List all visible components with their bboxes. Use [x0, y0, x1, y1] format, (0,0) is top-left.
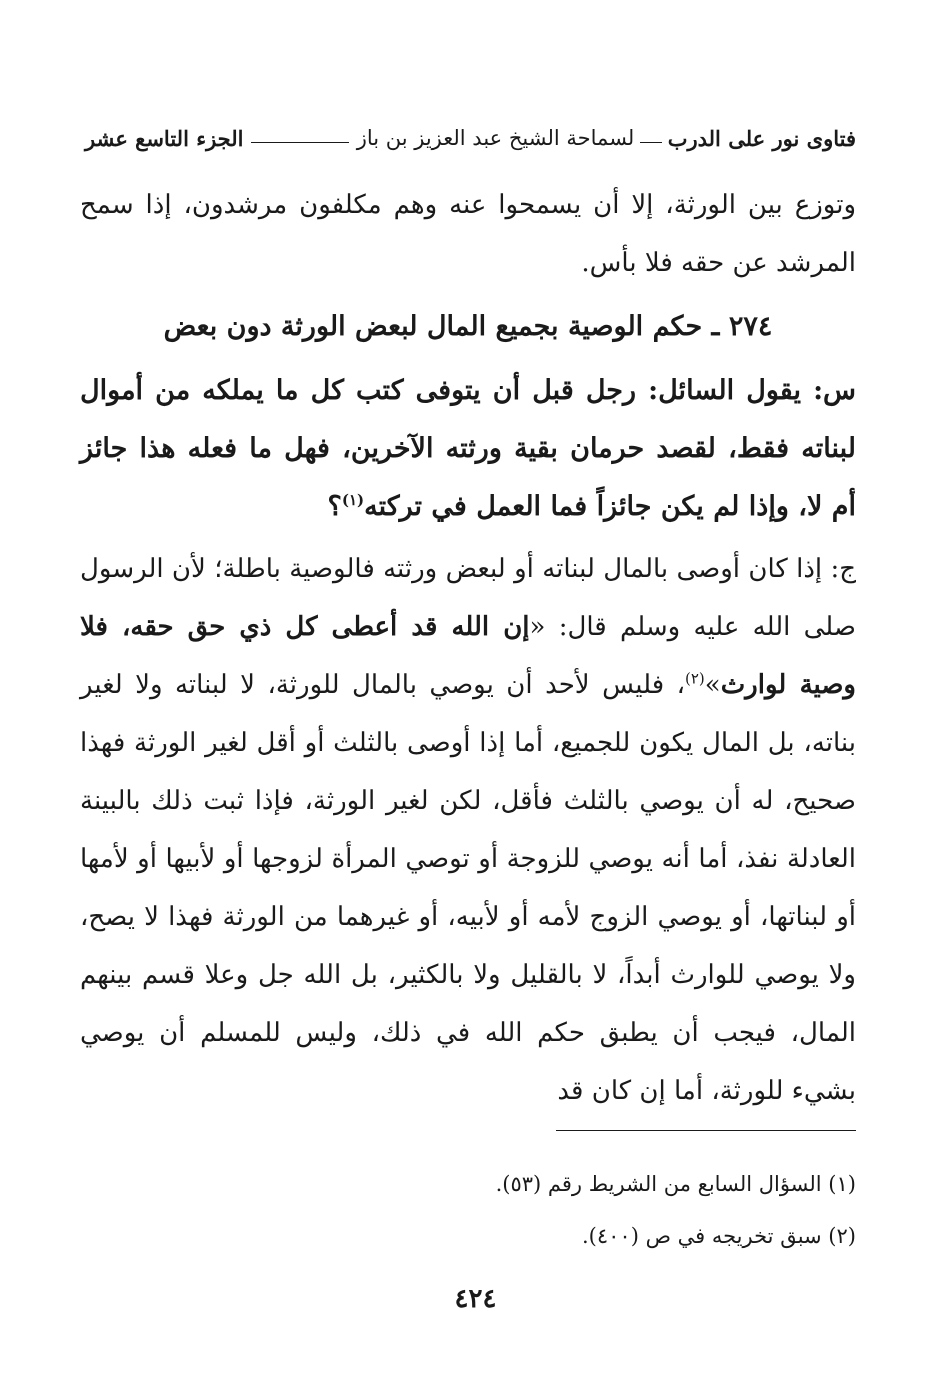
header-book-title: فتاوى نور على الدرب: [667, 125, 856, 151]
hadith-close-quote: »: [704, 670, 721, 700]
answer-part-1: ج: إذا كان أوصى بالمال لبناته أو لبعض ورثته فالوصية باطلة؛ لأن الرسول صلى الله عليه وسلم قال: «: [80, 554, 856, 642]
question-end-mark: ؟: [327, 491, 342, 522]
hadith-quote: إن الله قد أعطى كل ذي حق حقه، فلا وصية لوارث: [80, 612, 856, 700]
header-separator-long: [251, 142, 348, 143]
answer-part-2: ، فليس لأحد أن يوصي بالمال للورثة، لا لبناته ولا لغير بناته، بل المال يكون للجميع، أما إذا أوصى بالثلث أو أقل لغير الورثة فهذا صحيح، له أن يوصي بالثلث فأقل، لكن لغير الورثة، فإذا ثبت ذلك بالبينة العادلة نفذ، أما أنه يوصي للزوجة أو توصي المرأة لزوجها أو لأبيها أو لأمها أو لبناتها، أو يوصي الزوج لأمه أو لأبيه، أو غيرهما من الورثة فهذا لا يصح، ولا يوصي للوارث أبداً، لا بالقليل ولا بالكثير، بل الله جل وعلا قسم بينهم المال، فيجب أن يطبق حكم الله في ذلك، وليس للمسلم أن يوصي بشيء للورثة، أما إن كان قد: [80, 670, 856, 1106]
footnotes: [80, 1158, 856, 1262]
running-header: [85, 118, 856, 158]
answer-paragraph: [80, 540, 856, 1120]
footnote-1: (١) السؤال السابع من الشريط رقم (٥٣).: [495, 1172, 856, 1196]
footnote-ref-2: (٢): [685, 669, 705, 688]
footnote-separator: [556, 1130, 856, 1131]
header-separator-short: [640, 142, 661, 143]
intro-paragraph: وتوزع بين الورثة، إلا أن يسمحوا عنه وهم مكلفون مرشدون، إذا سمح المرشد عن حقه فلا بأس.: [80, 190, 856, 278]
footnote-2: (٢) سبق تخريجه في ص (٤٠٠).: [582, 1224, 856, 1248]
question-text: س: يقول السائل: رجل قبل أن يتوفى كتب كل ما يملكه من أموال لبناته فقط، لقصد حرمان بقية ورثته الآخرين، فهل ما فعله هذا جائز أم لا، وإذا لم يكن جائزاً فما العمل في تركته: [80, 375, 856, 522]
page-number: ٤٢٤: [454, 1284, 497, 1314]
section-title: ٢٧٤ ـ حكم الوصية بجميع المال لبعض الورثة دون بعض: [163, 311, 773, 342]
footnote-ref-1: (١): [341, 491, 365, 509]
header-volume: الجزء التاسع عشر: [85, 125, 244, 151]
header-author: لسماحة الشيخ عبد العزيز بن باز: [356, 126, 635, 150]
question-paragraph: [80, 362, 856, 536]
